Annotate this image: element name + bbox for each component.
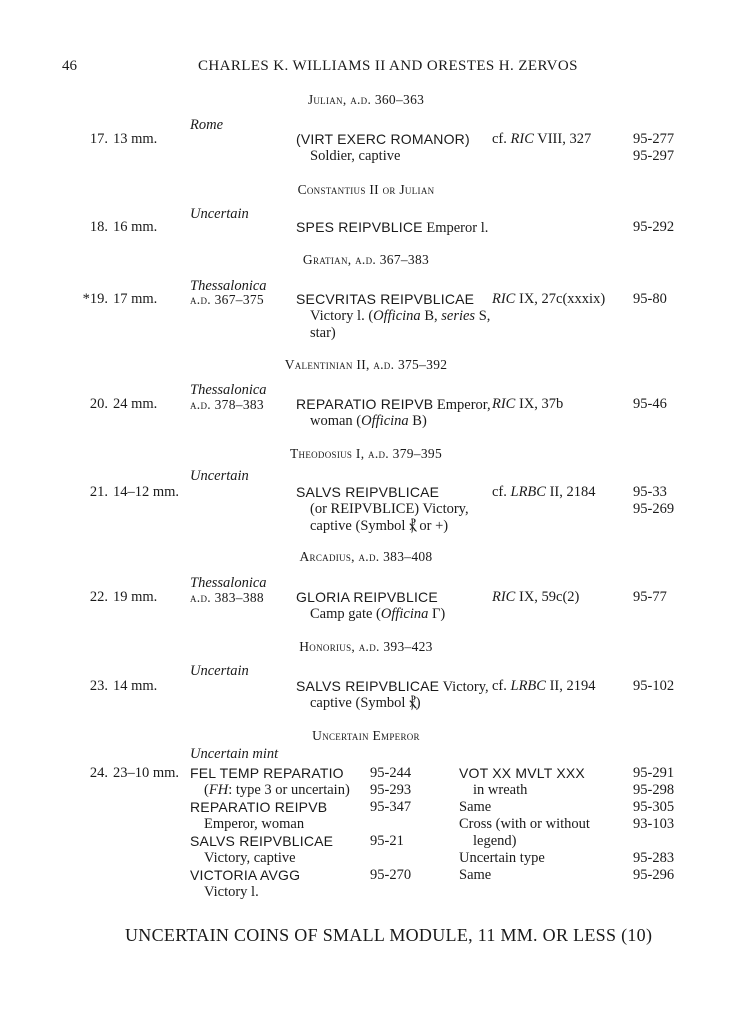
legend-line: SPES REIPVBLICE Emperor l.: [296, 219, 489, 236]
date-range: a.d. 378–383: [190, 397, 264, 412]
type-description: Uncertain type: [459, 850, 545, 866]
type-description: Camp gate (Officina Γ): [310, 606, 446, 622]
catalogue-number: 20.: [89, 396, 108, 412]
inventory-number: 95-270: [370, 867, 412, 883]
section-heading: Gratian, a.d. 367–383: [302, 252, 430, 267]
reference: RIC IX, 37b: [492, 396, 564, 412]
legend-line: SALVS REIPVBLICAE: [190, 833, 334, 849]
section-heading: Theodosius I, a.d. 379–395: [289, 446, 443, 461]
type-description: Victory l. (Officina B, series S,: [310, 308, 491, 324]
type-description: Victory l.: [204, 884, 259, 900]
type-description: captive (Symbol ⳩ or +): [310, 518, 449, 534]
type-description: Emperor, woman: [204, 816, 305, 832]
inventory-number: 95-46: [633, 396, 667, 412]
inventory-number: 95-102: [633, 678, 675, 694]
catalogue-number: 22.: [89, 589, 108, 605]
legend-line: REPARATIO REIPVB: [190, 799, 328, 815]
catalogue-number: 24.: [89, 765, 108, 781]
type-description: Cross (with or without: [459, 816, 590, 832]
type-description: Soldier, captive: [310, 148, 401, 164]
inventory-number: 95-293: [370, 782, 412, 798]
inventory-number: 95-33: [633, 484, 667, 500]
coin-diameter: 16 mm.: [113, 219, 158, 235]
inventory-number: 93-103: [633, 816, 675, 832]
inventory-number: 95-283: [633, 850, 675, 866]
inventory-number: 95-80: [633, 291, 667, 307]
legend-line: GLORIA REIPVBLICE: [296, 589, 438, 605]
legend-line: (VIRT EXERC ROMANOR): [296, 131, 470, 147]
inventory-number: 95-296: [633, 867, 675, 883]
page-number: 46: [62, 58, 77, 74]
mint-name: Rome: [190, 117, 224, 133]
coin-diameter: 24 mm.: [113, 396, 158, 412]
section-heading: Valentinian II, a.d. 375–392: [284, 357, 448, 372]
inventory-number: 95-277: [633, 131, 675, 147]
reference: cf. RIC VIII, 327: [492, 131, 592, 147]
coin-diameter: 19 mm.: [113, 589, 158, 605]
inventory-number: 95-291: [633, 765, 675, 781]
type-description: in wreath: [473, 782, 528, 798]
mint-name: Uncertain mint: [190, 746, 279, 762]
coin-diameter: 13 mm.: [113, 131, 158, 147]
type-description: Same: [459, 799, 492, 815]
type-description: star): [310, 325, 336, 341]
date-range: a.d. 383–388: [190, 590, 264, 605]
date-range: a.d. 367–375: [190, 292, 264, 307]
reference: cf. LRBC II, 2194: [492, 678, 596, 694]
inventory-number: 95-77: [633, 589, 667, 605]
mint-name: Uncertain: [190, 206, 249, 222]
reference: RIC IX, 27c(xxxix): [492, 291, 606, 307]
section-heading: Arcadius, a.d. 383–408: [299, 549, 433, 564]
mint-name: Thessalonica: [190, 575, 267, 591]
legend-line: REPARATIO REIPVB Emperor,: [296, 396, 491, 413]
inventory-number: 95-269: [633, 501, 675, 517]
catalogue-number: 23.: [89, 678, 108, 694]
coin-diameter: 14 mm.: [113, 678, 158, 694]
legend-line: FEL TEMP REPARATIO: [190, 765, 344, 781]
coin-diameter: 14–12 mm.: [113, 484, 180, 500]
section-heading: Constantius II or Julian: [297, 182, 435, 197]
inventory-number: 95-292: [633, 219, 675, 235]
mint-name: Thessalonica: [190, 278, 267, 294]
type-description: (FH: type 3 or uncertain): [204, 782, 350, 798]
mint-name: Thessalonica: [190, 382, 267, 398]
catalogue-number: 21.: [89, 484, 108, 500]
catalogue-number: *19.: [82, 291, 108, 307]
type-description: legend): [473, 833, 517, 849]
mint-name: Uncertain: [190, 468, 249, 484]
legend-line: SALVS REIPVBLICAE Victory,: [296, 678, 489, 695]
type-description: woman (Officina B): [310, 413, 427, 429]
running-head: CHARLES K. WILLIAMS II AND ORESTES H. ZERVOS: [198, 58, 578, 74]
catalogue-number: 17.: [89, 131, 108, 147]
legend-line: VICTORIA AVGG: [190, 867, 301, 883]
catalogue-number: 18.: [89, 219, 108, 235]
inventory-number: 95-347: [370, 799, 412, 815]
type-description: Same: [459, 867, 492, 883]
type-description: captive (Symbol ⳩): [310, 695, 421, 711]
section-title: UNCERTAIN COINS OF SMALL MODULE, 11 MM. OR LESS (10): [125, 925, 653, 945]
type-description: (or REIPVBLICE) Victory,: [310, 501, 469, 517]
section-heading: Julian, a.d. 360–363: [307, 92, 425, 107]
mint-name: Uncertain: [190, 663, 249, 679]
reference: RIC IX, 59c(2): [492, 589, 580, 605]
section-heading: Honorius, a.d. 393–423: [299, 639, 433, 654]
legend-line: VOT XX MVLT XXX: [459, 765, 585, 781]
legend-line: SECVRITAS REIPVBLICAE: [296, 291, 475, 307]
inventory-number: 95-305: [633, 799, 675, 815]
reference: cf. LRBC II, 2184: [492, 484, 596, 500]
coin-diameter: 23–10 mm.: [113, 765, 180, 781]
inventory-number: 95-244: [370, 765, 412, 781]
inventory-number: 95-297: [633, 148, 675, 164]
inventory-number: 95-21: [370, 833, 404, 849]
legend-line: SALVS REIPVBLICAE: [296, 484, 440, 500]
coin-diameter: 17 mm.: [113, 291, 158, 307]
section-heading: Uncertain Emperor: [312, 728, 420, 743]
type-description: Victory, captive: [204, 850, 296, 866]
inventory-number: 95-298: [633, 782, 675, 798]
